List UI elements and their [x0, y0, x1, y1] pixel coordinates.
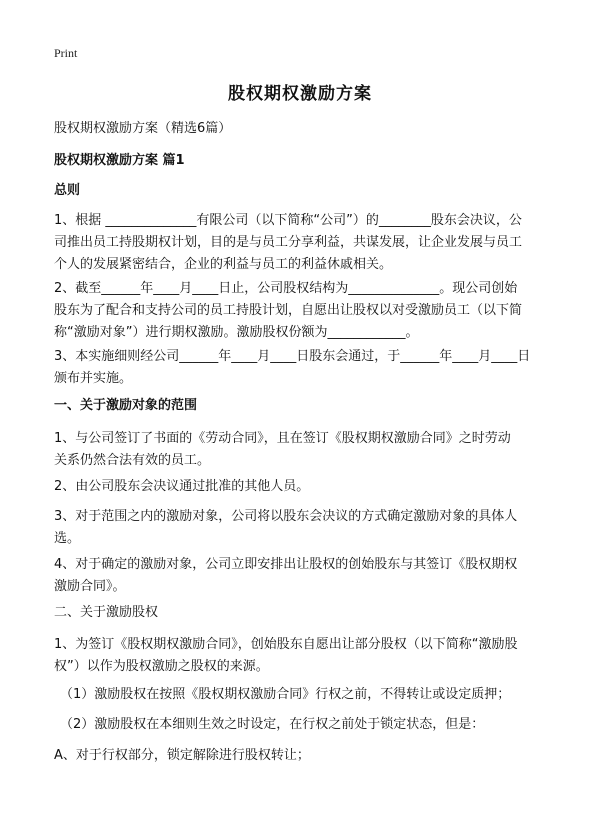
paragraph-line: 4、对于确定的激励对象，公司立即安排出让股权的创始股东与其签订《股权期权	[54, 557, 518, 572]
subtitle-line: 股权期权激励方案（精选6篇）	[54, 121, 232, 136]
paragraph-line: 个人的发展紧密结合，企业的利益与员工的利益休戚相关。	[54, 257, 393, 272]
heading-scope: 一、关于激励对象的范围	[54, 398, 198, 413]
paragraph-line: 1、根据 ______________有限公司（以下简称“公司”）的________股东会决议，公	[54, 213, 522, 228]
paragraph-line: A、对于行权部分，锁定解除进行股权转让；	[54, 748, 310, 763]
paragraph-line: （1）激励股权在按照《股权期权激励合同》行权之前，不得转让或设定质押；	[60, 687, 511, 702]
scope-item-1	[54, 428, 550, 472]
heading-equity	[54, 602, 550, 624]
document-title: 股权期权激励方案	[228, 84, 372, 104]
paragraph-line: 关系仍然合法有效的员工。	[54, 453, 211, 468]
equity-item-1b	[60, 714, 556, 736]
paragraph-line: 称“激励对象”）进行期权激励。激励股权份额为____________。	[54, 325, 419, 340]
paragraph-line: 2、截至______年____月____日止，公司股权结构为______________。现公司创始	[54, 281, 518, 296]
paragraph-line: 股东为了配合和支持公司的员工持股计划，自愿出让股权以对受激励员工（以下简	[54, 303, 523, 318]
scope-item-2	[54, 476, 550, 498]
general-heading: 总则	[54, 183, 81, 198]
scope-item-4	[54, 554, 550, 598]
heading-line: 二、关于激励股权	[54, 605, 159, 620]
scope-item-3	[54, 506, 550, 550]
paragraph-line: 2、由公司股东会决议通过批准的其他人员。	[54, 479, 310, 494]
paragraph-line: 激励合同》。	[54, 579, 126, 594]
equity-item-1	[54, 634, 550, 678]
paragraph-line: 3、本实施细则经公司______年____月____日股东会通过，于______年____月____日	[54, 349, 531, 364]
paragraph-1	[54, 210, 550, 276]
paragraph-line: 颁布并实施。	[54, 371, 133, 386]
equity-item-1a	[60, 684, 556, 706]
paragraph-line: 1、与公司签订了书面的《劳动合同》，且在签订《股权期权激励合同》之时劳动	[54, 431, 511, 446]
paragraph-line: 权”）以作为股权激励之股权的来源。	[54, 659, 269, 674]
paragraph-line: 1、为签订《股权期权激励合同》，创始股东自愿出让部分股权（以下简称“激励股	[54, 637, 518, 652]
print-label: Print	[54, 46, 78, 60]
section-title: 股权期权激励方案 篇1	[54, 153, 185, 168]
paragraph-3	[54, 346, 550, 390]
paragraph-line: 选。	[54, 531, 81, 546]
paragraph-2	[54, 278, 550, 344]
paragraph-line: 司推出员工持股期权计划，目的是与员工分享利益，共谋发展，让企业发展与员工	[54, 235, 523, 250]
paragraph-line: （2）激励股权在本细则生效之时设定，在行权之前处于锁定状态，但是：	[60, 717, 485, 732]
equity-item-A	[54, 745, 550, 767]
document-subtitle	[54, 118, 550, 140]
paragraph-line: 3、对于范围之内的激励对象，公司将以股东会决议的方式确定激励对象的具体人	[54, 509, 518, 524]
